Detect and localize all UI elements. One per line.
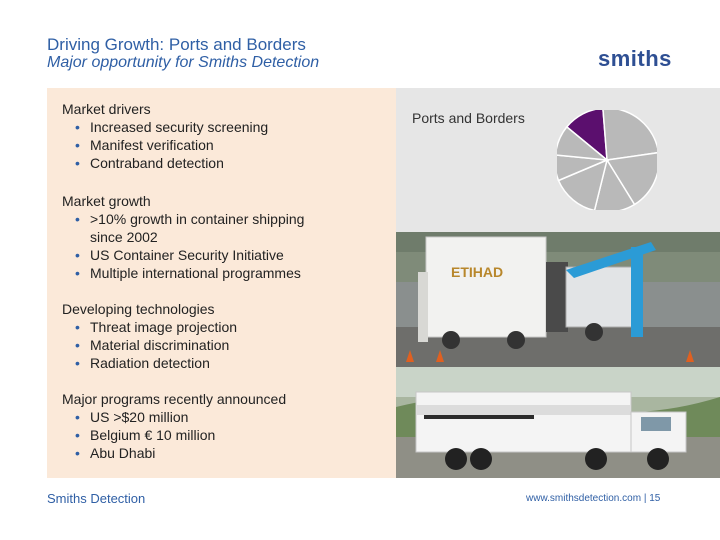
section-market-drivers — [62, 100, 268, 172]
bullet-item: • US Container Security Initiative — [62, 246, 320, 264]
bullet-item: • Material discrimination — [62, 336, 237, 354]
bullet-item: • US >$20 million — [62, 408, 286, 426]
pie-slice — [603, 110, 657, 160]
market-pie-chart — [557, 110, 657, 210]
bullet-item: • Increased security screening — [62, 118, 268, 136]
bullet-item: • Threat image projection — [62, 318, 237, 336]
section-heading: Market growth — [62, 193, 151, 209]
section-heading: Market drivers — [62, 101, 151, 117]
bullet-item: • Contraband detection — [62, 154, 268, 172]
section-heading: Developing technologies — [62, 301, 215, 317]
page-subtitle: Major opportunity for Smiths Detection — [47, 54, 320, 71]
footer-brand: Smiths Detection — [47, 491, 146, 506]
bullet-item: • Multiple international programmes — [62, 264, 320, 282]
pie-label: Ports and Borders — [412, 110, 525, 126]
mobile-xray-truck-photo — [396, 367, 720, 478]
section-developing-technologies — [62, 300, 237, 372]
content-panel — [47, 88, 396, 478]
smiths-logo: smiths — [598, 46, 672, 71]
section-heading: Major programs recently announced — [62, 391, 287, 407]
bullet-item: • >10% growth in container shipping since 2002 — [62, 210, 320, 246]
section-major-programs — [62, 390, 286, 462]
bullet-item: • Radiation detection — [62, 354, 237, 372]
section-market-growth — [62, 192, 320, 282]
footer-url-page: www.smithsdetection.com | 15 — [526, 493, 661, 504]
bullet-item: • Belgium € 10 million — [62, 426, 286, 444]
container-scanner-photo — [396, 232, 720, 367]
svg-text:ETIHAD: ETIHAD — [451, 264, 504, 280]
bullet-item: • Manifest verification — [62, 136, 268, 154]
bullet-item: • Abu Dhabi — [62, 444, 286, 462]
page-title: Driving Growth: Ports and Borders — [47, 35, 306, 54]
